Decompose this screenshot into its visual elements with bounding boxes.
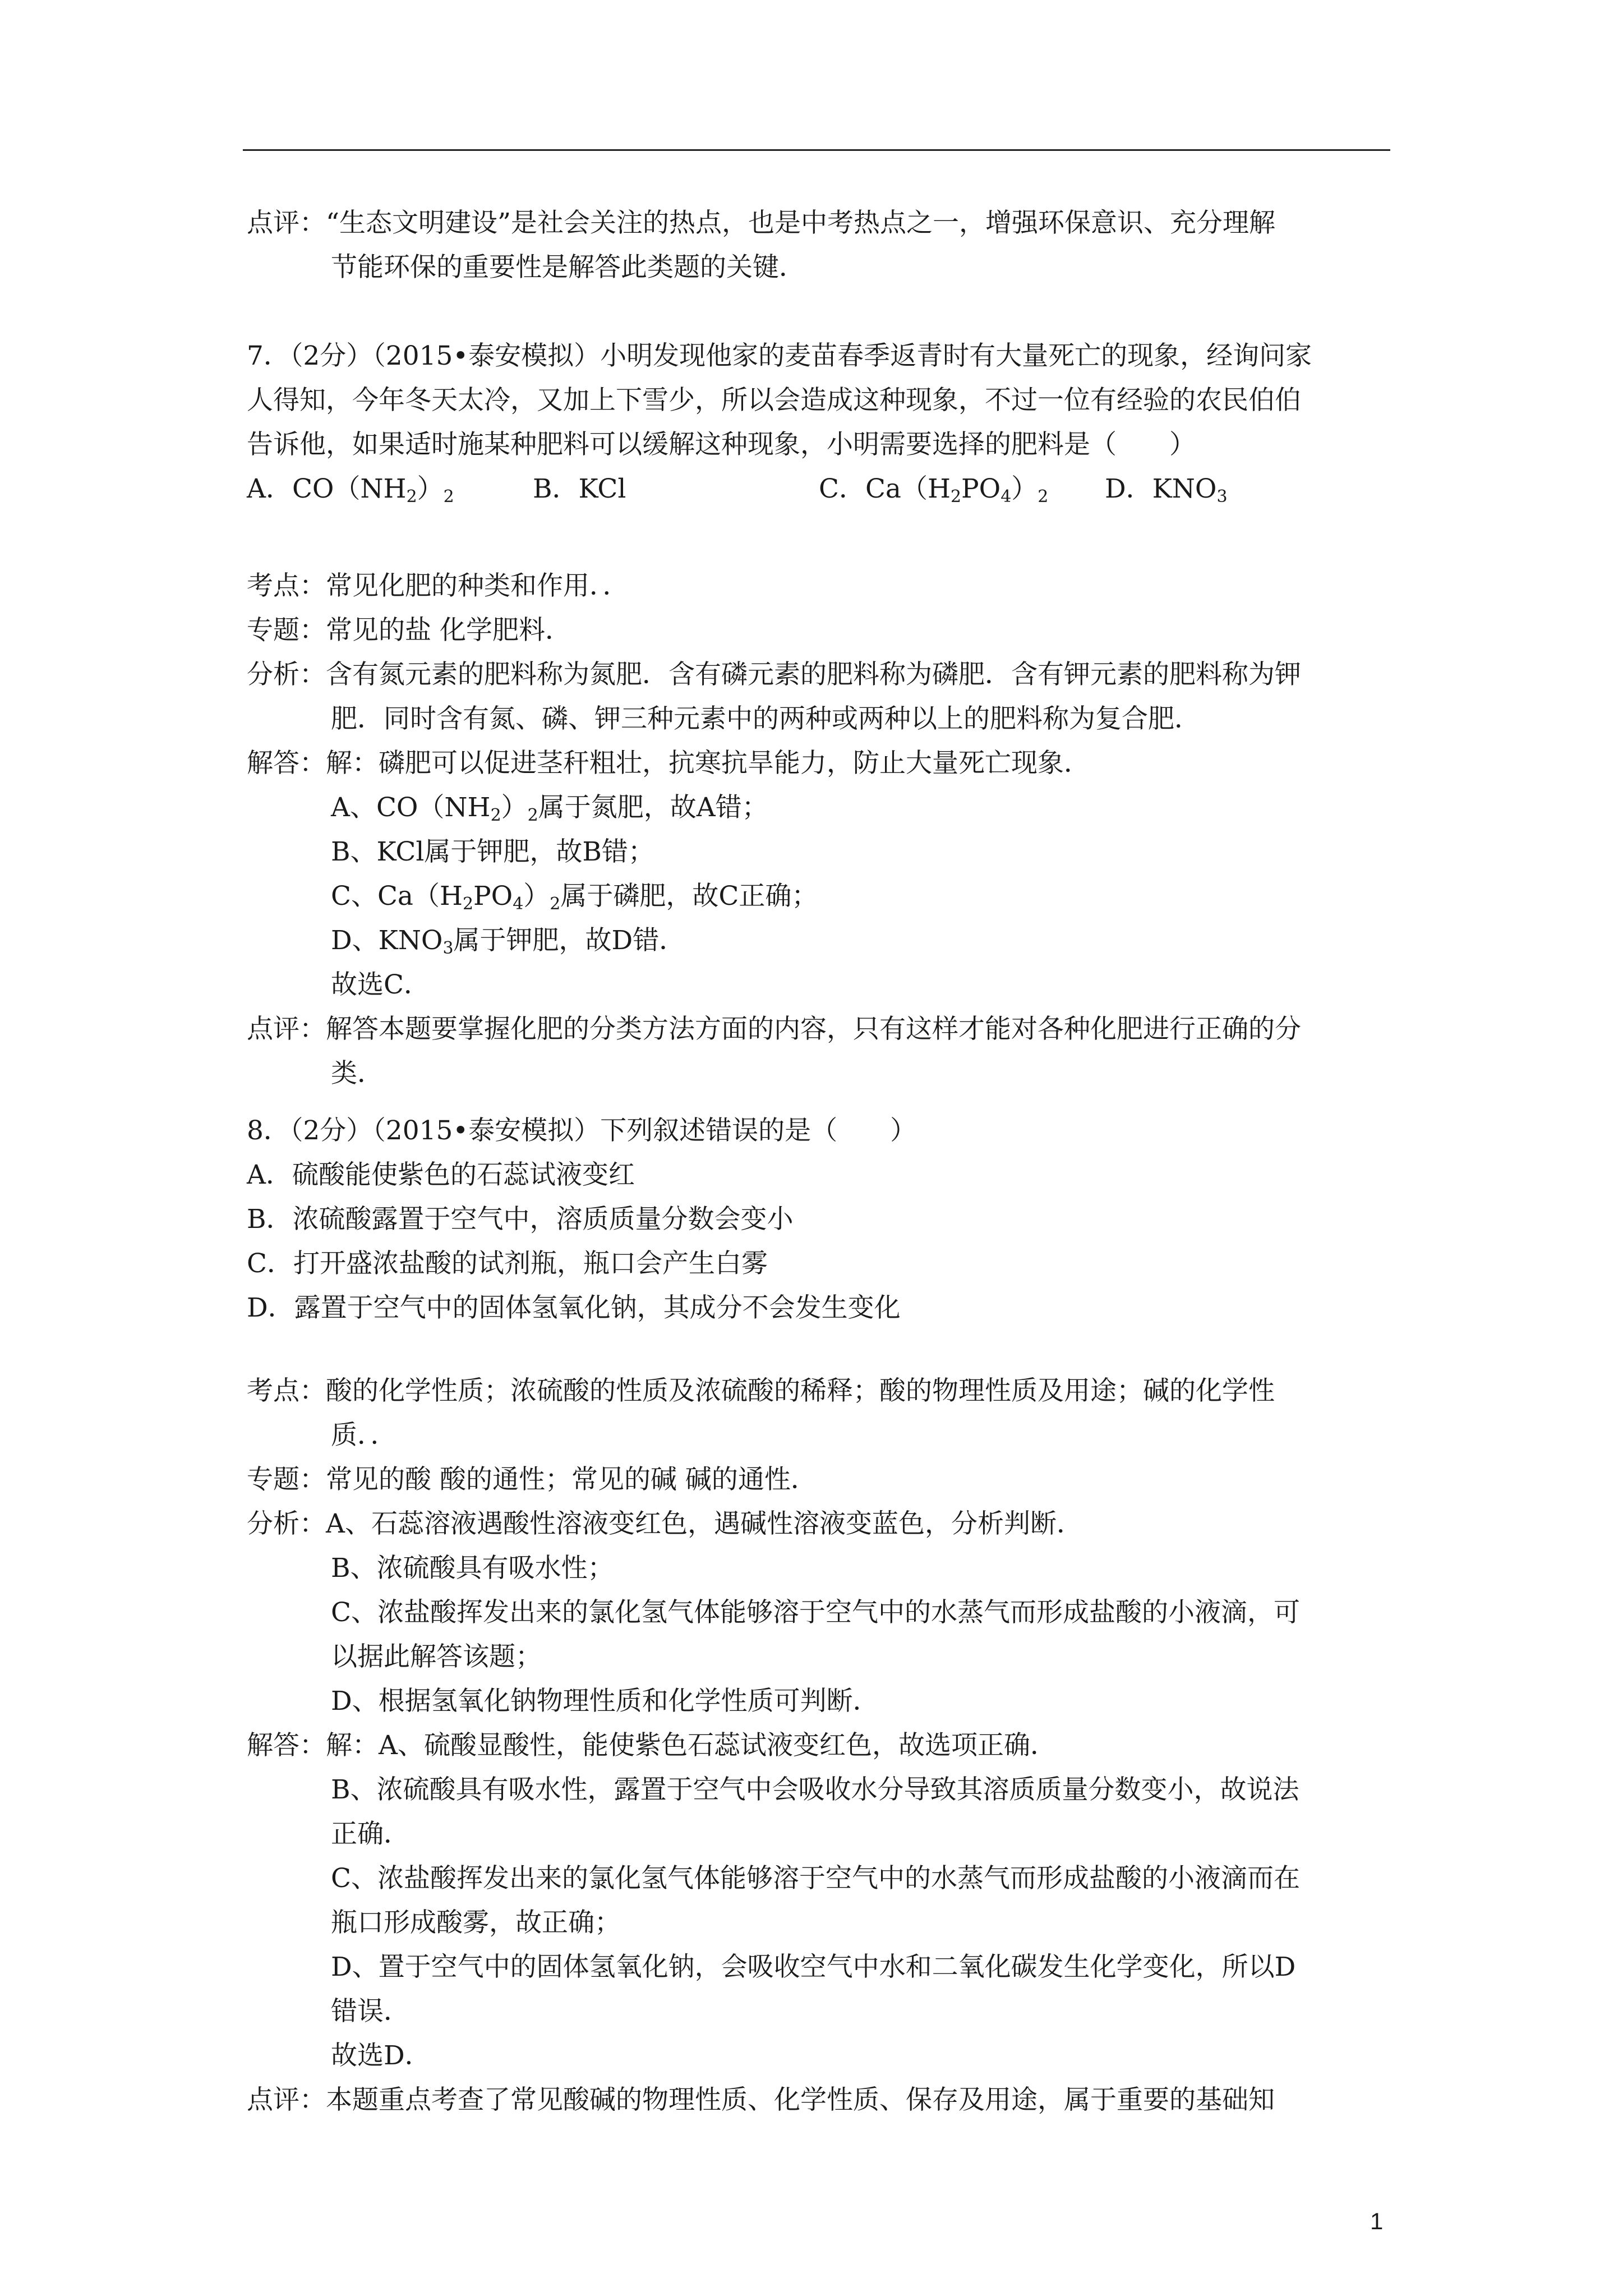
zhuanti: 专题：常见的盐 化学肥料． xyxy=(247,615,571,646)
page-number: 1 xyxy=(1370,2208,1384,2234)
question-stem: 告诉他，如果适时施某种肥料可以缓解这种现象，小明需要选择的肥料是（ ） xyxy=(247,429,1196,460)
jieda-end: 故选C． xyxy=(331,969,430,1000)
fenxi: D、根据氢氧化钠物理性质和化学性质可判断． xyxy=(331,1686,879,1717)
question-7-solution xyxy=(247,564,1396,1096)
question-stem: 7．（2分）（2015•泰安模拟）小明发现他家的麦苗春季返青时有大量死亡的现象，经询问家 xyxy=(247,341,1312,371)
comment-line: 节能环保的重要性是解答此类题的关键． xyxy=(331,252,805,283)
jieda-c: C、$Ca(H_2PO_4)_2$属于磷肥，故C正确； xyxy=(331,881,818,914)
option-c: C．打开盛浓盐酸的试剂瓶，瓶口会产生白雾 xyxy=(247,1248,768,1279)
jieda-a: A、$CO(NH_2)_2$属于氮肥，故A错； xyxy=(331,792,768,825)
option-a: A．$CO(NH_2)_2$ xyxy=(247,473,454,507)
options-row xyxy=(247,467,1396,511)
jieda: 故选D． xyxy=(331,2040,431,2071)
jieda: D、置于空气中的固体氢氧化钠，会吸收空气中水和二氧化碳发生化学变化，所以D xyxy=(331,1952,1296,1982)
option-d: D．露置于空气中的固体氢氧化钠，其成分不会发生变化 xyxy=(247,1292,901,1323)
jieda-b: B、KCl属于钾肥，故B错； xyxy=(331,836,654,867)
option-c: C．$Ca(H_2PO_4)_2$ xyxy=(819,473,1049,507)
jieda: B、浓硫酸具有吸水性，露置于空气中会吸收水分导致其溶质质量分数变小，故说法 xyxy=(331,1774,1299,1805)
question-8-solution xyxy=(247,1369,1396,2122)
dianping: 点评：本题重点考查了常见酸碱的物理性质、化学性质、保存及用途，属于重要的基础知 xyxy=(247,2085,1275,2115)
jieda: 解答：解：A、硫酸显酸性，能使紫色石蕊试液变红色，故选项正确． xyxy=(247,1730,1057,1761)
question-stem: 人得知，今年冬天太冷，又加上下雪少，所以会造成这种现象，不过一位有经验的农民伯伯 xyxy=(247,385,1301,416)
question-8 xyxy=(247,1108,1396,1330)
option-b: B．KCl xyxy=(533,473,626,504)
jieda: 解答：解：磷肥可以促进茎秆粗壮，抗寒抗旱能力，防止大量死亡现象． xyxy=(247,748,1090,779)
fenxi: 分析：A、石蕊溶液遇酸性溶液变红色，遇碱性溶液变蓝色，分析判断． xyxy=(247,1508,1083,1539)
option-a: A．硫酸能使紫色的石蕊试液变红 xyxy=(247,1159,635,1190)
jieda: C、浓盐酸挥发出来的氯化氢气体能够溶于空气中的水蒸气而形成盐酸的小液滴而在 xyxy=(331,1863,1300,1894)
top-comment xyxy=(247,201,1396,289)
kaodian: 考点：常见化肥的种类和作用．． xyxy=(247,570,629,601)
option-b: B．浓硫酸露置于空气中，溶质质量分数会变小 xyxy=(247,1204,794,1235)
fenxi: 分析：含有氮元素的肥料称为氮肥．含有磷元素的肥料称为磷肥．含有钾元素的肥料称为钾 xyxy=(247,659,1301,690)
fenxi: 肥．同时含有氮、磷、钾三种元素中的两种或两种以上的肥料称为复合肥． xyxy=(331,703,1201,734)
question-stem: 8．（2分）（2015•泰安模拟）下列叙述错误的是（ ） xyxy=(247,1115,917,1146)
zhuanti: 专题：常见的酸 酸的通性；常见的碱 碱的通性． xyxy=(247,1464,817,1495)
jieda: 错误． xyxy=(331,1996,410,2027)
comment-line: 点评：“生态文明建设”是社会关注的热点，也是中考热点之一，增强环保意识、充分理解 xyxy=(247,208,1276,238)
jieda: 正确． xyxy=(331,1819,410,1849)
option-d: D．$KNO_3$ xyxy=(1105,473,1228,507)
dianping: 类． xyxy=(331,1058,384,1089)
jieda: 瓶口形成酸雾，故正确； xyxy=(331,1907,621,1938)
fenxi: B、浓硫酸具有吸水性； xyxy=(331,1553,614,1584)
dianping: 点评：解答本题要掌握化肥的分类方法方面的内容，只有这样才能对各种化肥进行正确的分 xyxy=(247,1014,1301,1045)
question-7 xyxy=(247,334,1396,511)
jieda-d: D、$KNO_3$属于钾肥，故D错． xyxy=(331,925,686,958)
kaodian: 质．． xyxy=(331,1420,397,1451)
header-rule xyxy=(243,149,1390,151)
kaodian: 考点：酸的化学性质；浓硫酸的性质及浓硫酸的稀释；酸的物理性质及用途；碱的化学性 xyxy=(247,1375,1275,1406)
fenxi: C、浓盐酸挥发出来的氯化氢气体能够溶于空气中的水蒸气而形成盐酸的小液滴，可 xyxy=(331,1597,1300,1628)
fenxi: 以据此解答该题； xyxy=(331,1641,542,1672)
